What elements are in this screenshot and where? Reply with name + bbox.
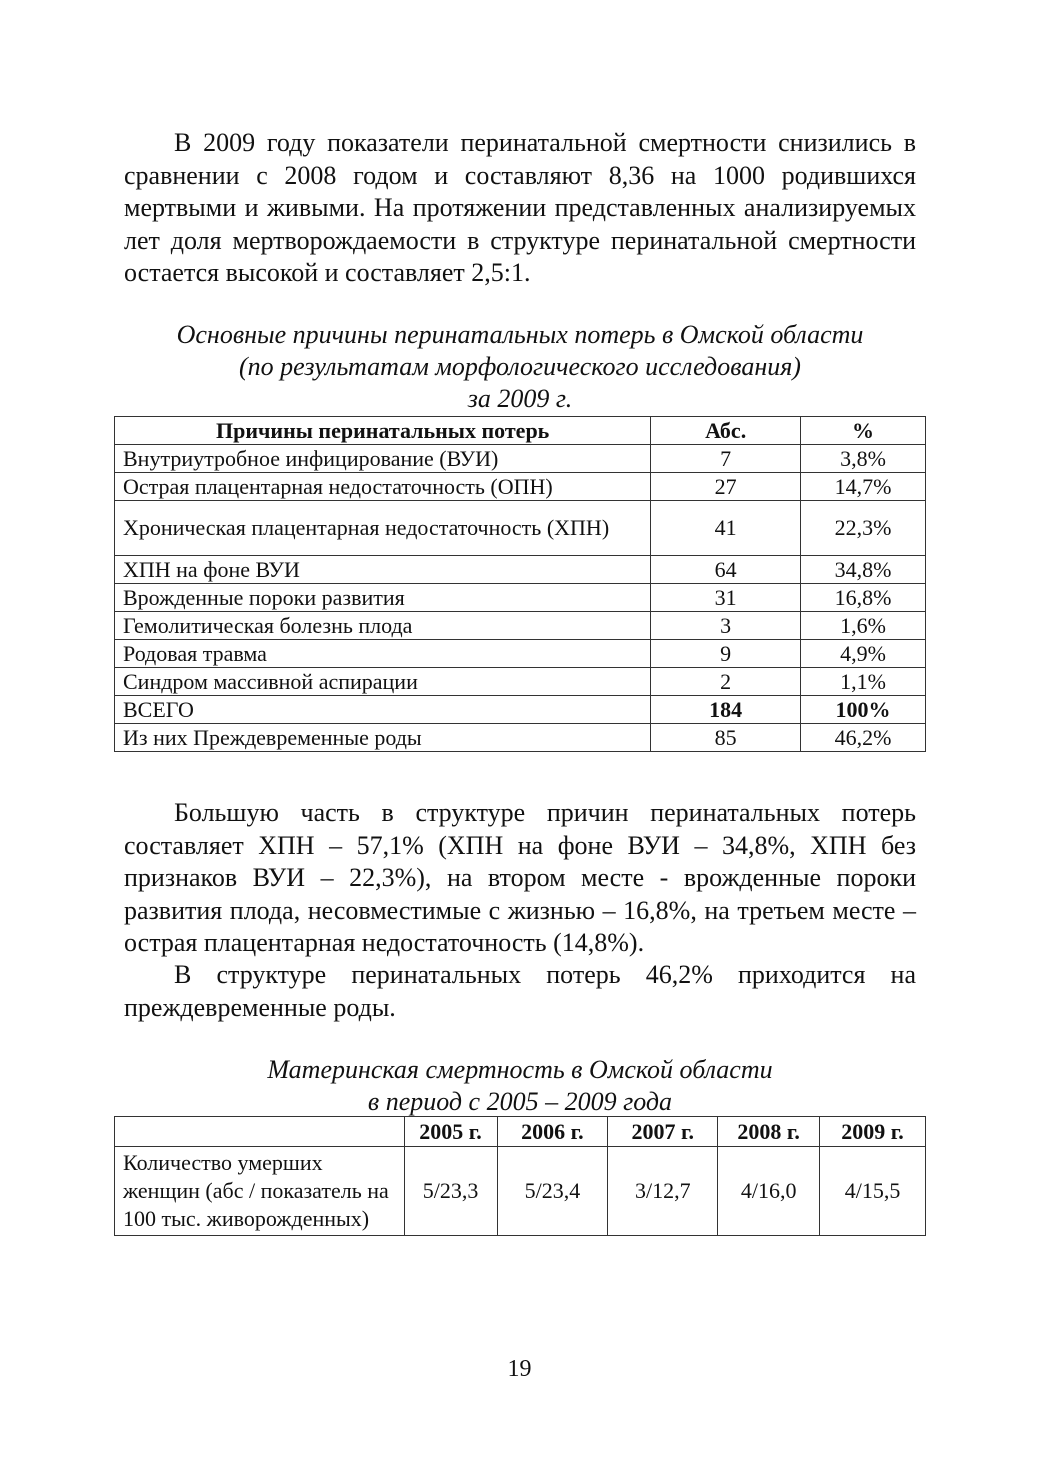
- table-total-row: [115, 696, 926, 724]
- table-row: [115, 612, 926, 640]
- table-header-row: [115, 417, 926, 445]
- cause-cell: Из них Преждевременные роды: [115, 724, 651, 752]
- cause-cell: Гемолитическая болезнь плода: [115, 612, 651, 640]
- percent-cell: 1,1%: [801, 668, 926, 696]
- percent-cell: 1,6%: [801, 612, 926, 640]
- cause-cell: Родовая травма: [115, 640, 651, 668]
- table-row: [115, 724, 926, 752]
- percent-cell: 14,7%: [801, 473, 926, 501]
- cause-cell: ХПН на фоне ВУИ: [115, 556, 651, 584]
- abs-cell: 85: [651, 724, 801, 752]
- table-row: [115, 1147, 926, 1236]
- cause-cell: Хроническая плацентарная недостаточность (ХПН): [115, 501, 651, 556]
- page-number: 19: [507, 1356, 532, 1382]
- abs-cell: 3: [651, 612, 801, 640]
- table1-caption-line: за 2009 г.: [467, 384, 573, 413]
- table-row: [115, 445, 926, 473]
- value-cell: 5/23,4: [497, 1147, 608, 1236]
- abs-cell: 27: [651, 473, 801, 501]
- percent-cell: 46,2%: [801, 724, 926, 752]
- row-label: Количество умерших женщин (абс / показатель на 100 тыс. живорожденных): [115, 1147, 405, 1236]
- year-header: 2005 г.: [404, 1117, 497, 1147]
- value-cell: 4/16,0: [718, 1147, 820, 1236]
- table-row: [115, 584, 926, 612]
- percent-cell: 22,3%: [801, 501, 926, 556]
- percent-cell: 34,8%: [801, 556, 926, 584]
- cause-cell: Врожденные пороки развития: [115, 584, 651, 612]
- abs-cell: 64: [651, 556, 801, 584]
- cause-cell: Синдром массивной аспирации: [115, 668, 651, 696]
- table-header-row: [115, 1117, 926, 1147]
- column-header: %: [801, 417, 926, 445]
- paragraph-perinatal-mortality: В 2009 году показатели перинатальной смертности снизились в сравнении с 2008 годом и составляют 8,36 на 1000 родившихся мертвыми и живыми. На протяжении представленных анализируемых лет доля мертворождаемости в структуре перинатальной смертности остается высокой и составляет 2,5:1.: [124, 128, 916, 287]
- maternal-mortality-table: [114, 1116, 926, 1236]
- column-header: Причины перинатальных потерь: [115, 417, 651, 445]
- abs-cell: 31: [651, 584, 801, 612]
- paragraph-structure-causes: Большую часть в структуре причин перинатальных потерь составляет ХПН – 57,1% (ХПН на фоне ВУИ – 34,8%, ХПН без признаков ВУИ – 22,3%), на втором месте - врожденные пороки развития плода, несовместимые с жизнью – 16,8%, на третьем месте – острая плацентарная недостаточность (14,8%).: [124, 798, 916, 957]
- column-header: Абс.: [651, 417, 801, 445]
- table-row: [115, 501, 926, 556]
- abs-cell: 41: [651, 501, 801, 556]
- abs-cell: 7: [651, 445, 801, 473]
- table-row: [115, 556, 926, 584]
- percent-cell: 4,9%: [801, 640, 926, 668]
- abs-cell: 184: [651, 696, 801, 724]
- year-header: 2008 г.: [718, 1117, 820, 1147]
- year-header: 2006 г.: [497, 1117, 608, 1147]
- cause-cell: Острая плацентарная недостаточность (ОПН): [115, 473, 651, 501]
- percent-cell: 16,8%: [801, 584, 926, 612]
- paragraph-premature-births: В структуре перинатальных потерь 46,2% приходится на преждевременные роды.: [124, 960, 916, 1022]
- value-cell: 4/15,5: [820, 1147, 926, 1236]
- table-row: [115, 668, 926, 696]
- column-header: [115, 1117, 405, 1147]
- table2-caption-line: Материнская смертность в Омской области: [267, 1055, 773, 1084]
- table1-caption: [114, 319, 926, 415]
- table1-caption-line: (по результатам морфологического исследования): [239, 352, 801, 381]
- table2-caption-line: в период с 2005 – 2009 года: [367, 1087, 673, 1116]
- table-row: [115, 640, 926, 668]
- cause-cell: Внутриутробное инфицирование (ВУИ): [115, 445, 651, 473]
- cause-cell: ВСЕГО: [115, 696, 651, 724]
- table2-caption: [114, 1054, 926, 1118]
- table-row: [115, 473, 926, 501]
- abs-cell: 9: [651, 640, 801, 668]
- percent-cell: 100%: [801, 696, 926, 724]
- abs-cell: 2: [651, 668, 801, 696]
- percent-cell: 3,8%: [801, 445, 926, 473]
- table1-caption-line: Основные причины перинатальных потерь в Омской области: [176, 320, 864, 349]
- value-cell: 3/12,7: [608, 1147, 718, 1236]
- perinatal-losses-table: [114, 416, 926, 752]
- year-header: 2009 г.: [820, 1117, 926, 1147]
- value-cell: 5/23,3: [404, 1147, 497, 1236]
- year-header: 2007 г.: [608, 1117, 718, 1147]
